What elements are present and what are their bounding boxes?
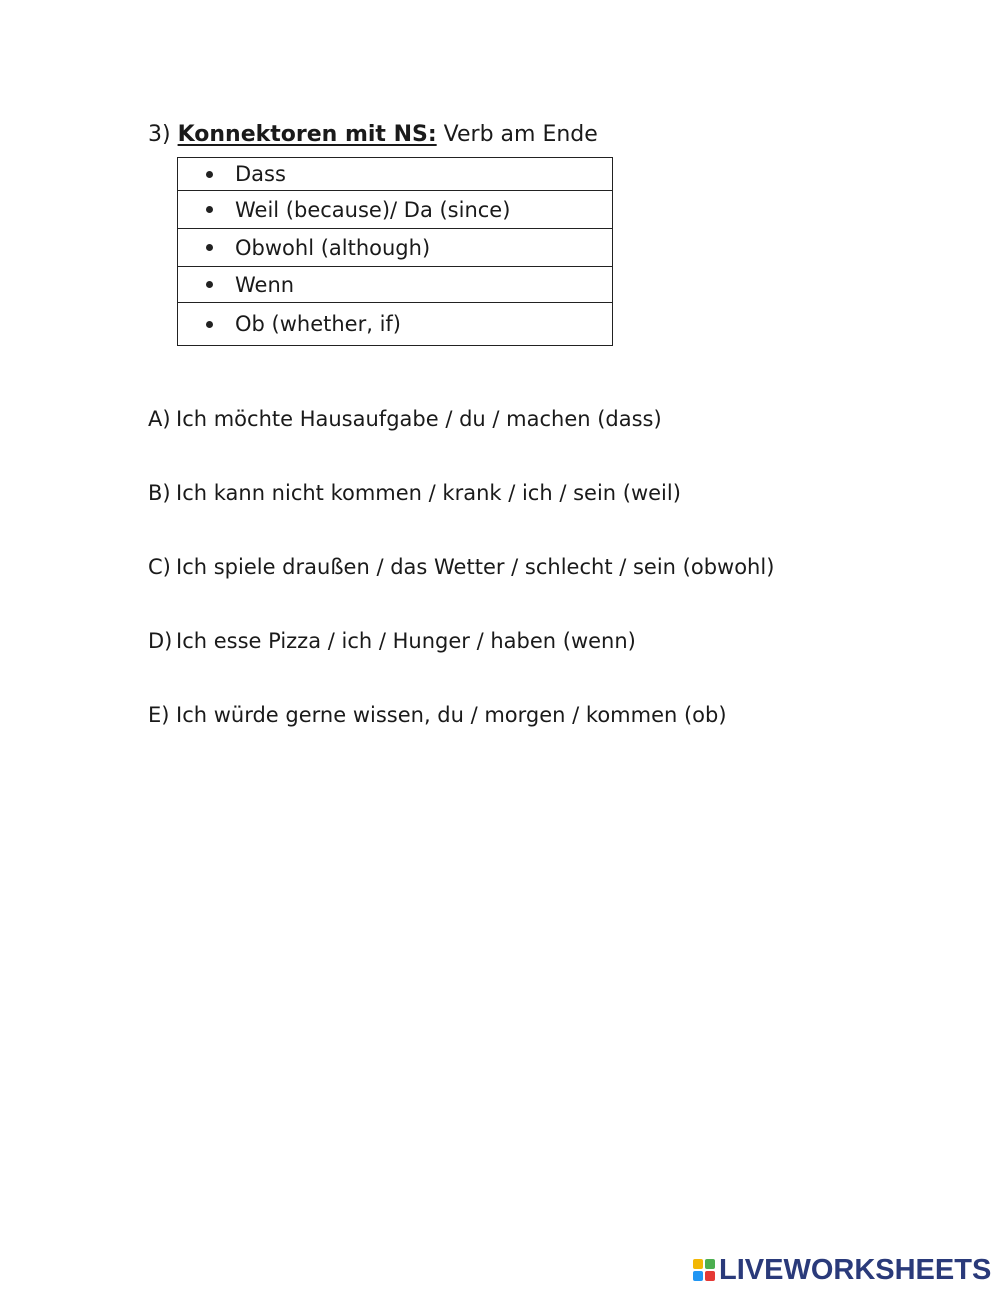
exercise-item: [148, 701, 727, 729]
exercise-letter: B): [148, 481, 171, 505]
exercise-letter: C): [148, 555, 171, 579]
exercise-text: Ich würde gerne wissen, du / morgen / kommen (ob): [176, 703, 727, 727]
bullet-icon: [206, 244, 213, 251]
connectors-table: [177, 157, 613, 346]
connector-label: Weil (because)/ Da (since): [235, 197, 511, 222]
connector-label: Dass: [235, 162, 286, 186]
connector-row: [178, 303, 612, 345]
exercise-letter: D): [148, 629, 173, 653]
section-title: Konnektoren mit NS:: [177, 122, 437, 147]
bullet-icon: [206, 281, 213, 288]
connector-row: [178, 267, 612, 303]
connector-row: [178, 158, 612, 191]
connector-label: Wenn: [235, 272, 295, 297]
connector-row: [178, 191, 612, 229]
exercise-text: Ich kann nicht kommen / krank / ich / sein (weil): [176, 481, 681, 505]
bullet-icon: [206, 321, 213, 328]
connector-label: Obwohl (although): [235, 235, 431, 260]
exercise-letter: E): [148, 703, 170, 727]
bullet-icon: [206, 171, 213, 178]
exercise-text: Ich möchte Hausaufgabe / du / machen (dass): [176, 407, 662, 431]
exercise-text: Ich esse Pizza / ich / Hunger / haben (wenn): [176, 629, 636, 653]
bullet-icon: [206, 206, 213, 213]
exercise-text: Ich spiele draußen / das Wetter / schlecht / sein (obwohl): [176, 555, 775, 579]
exercise-item: [148, 553, 774, 581]
section-number: 3): [148, 122, 171, 147]
section-heading: [148, 121, 598, 149]
logo-grid-icon: [693, 1259, 715, 1281]
exercise-letter: A): [148, 407, 171, 431]
logo-wordmark: LIVEWORKSHEETS: [719, 1253, 992, 1286]
liveworksheets-logo: [693, 1253, 992, 1286]
connector-label: Ob (whether, if): [235, 312, 402, 336]
exercise-item: [148, 627, 636, 655]
exercise-item: [148, 479, 681, 507]
exercise-item: [148, 405, 662, 433]
section-subtitle: Verb am Ende: [443, 122, 598, 147]
connector-row: [178, 229, 612, 267]
